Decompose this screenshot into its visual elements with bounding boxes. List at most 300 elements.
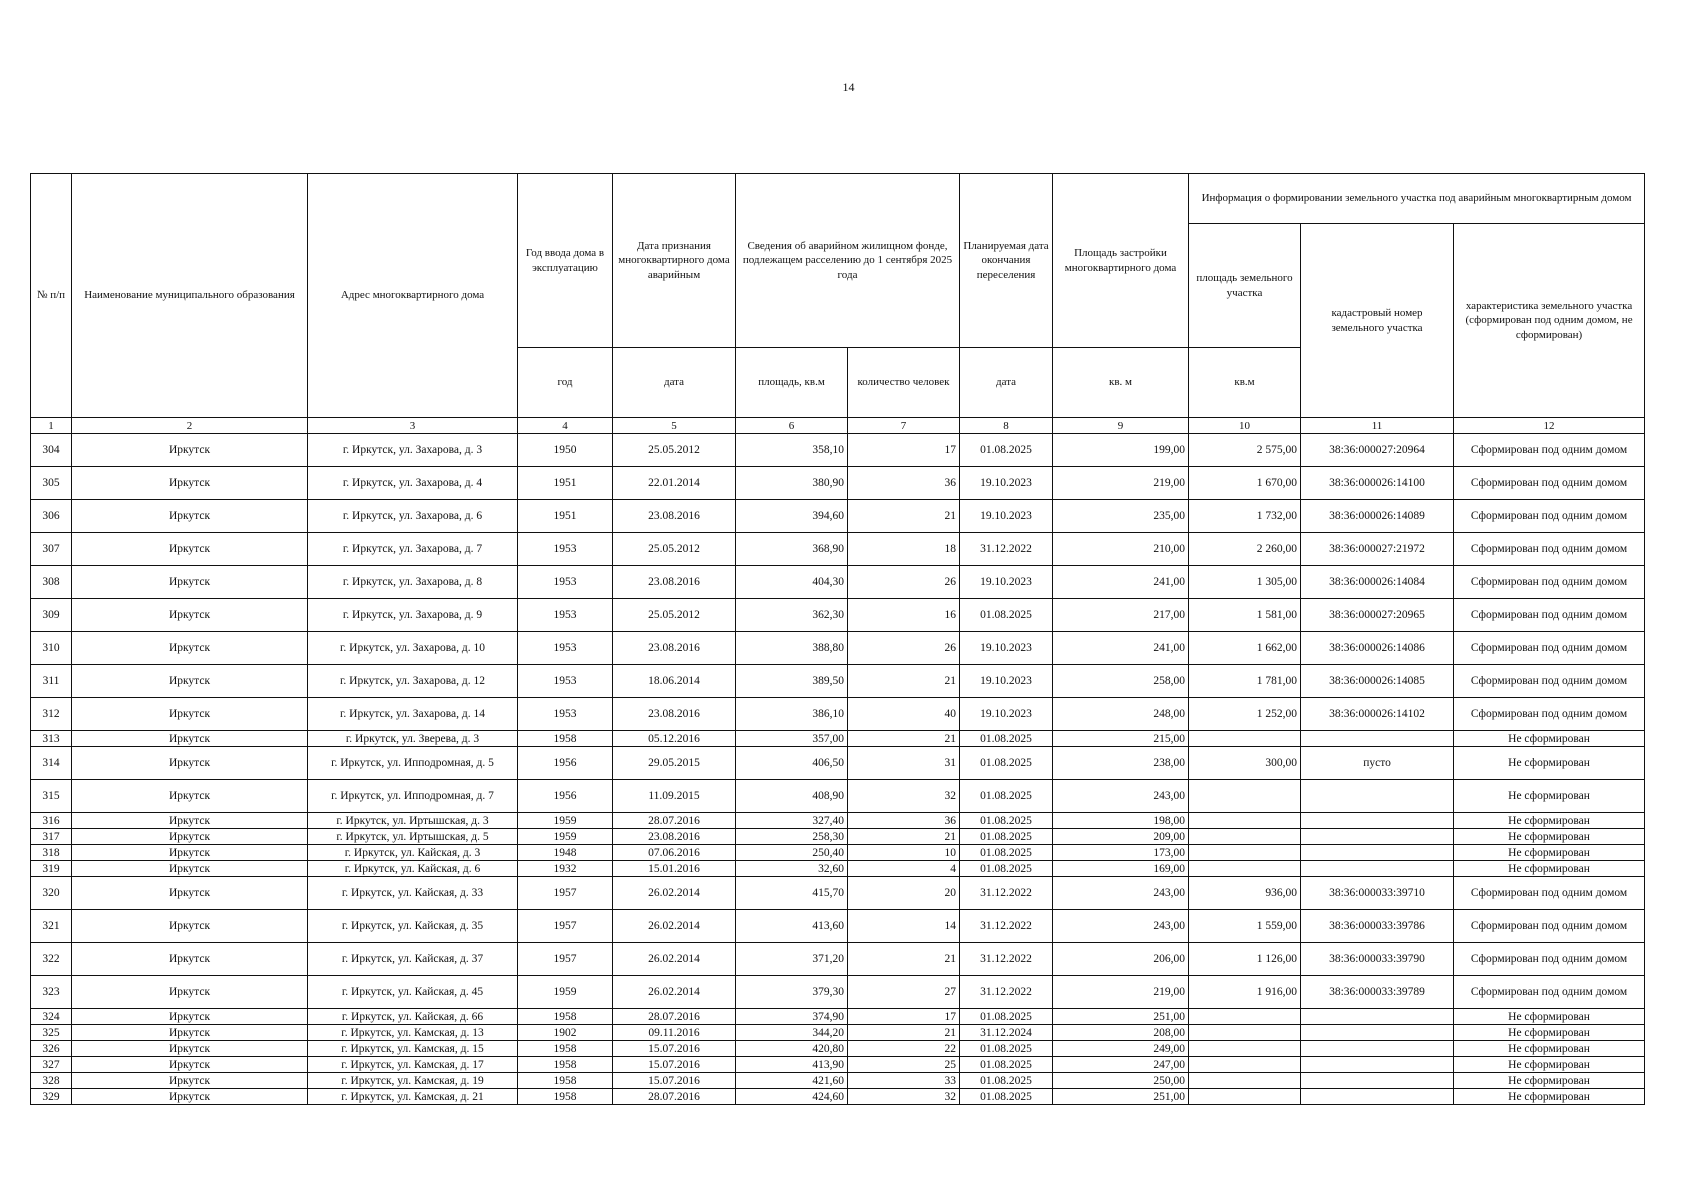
land-area-cell (1189, 780, 1301, 813)
land-characteristic-cell: Сформирован под одним домом (1454, 877, 1645, 910)
recognition-date-cell: 23.08.2016 (613, 698, 736, 731)
land-area-cell (1189, 1025, 1301, 1041)
land-characteristic-cell: Не сформирован (1454, 1073, 1645, 1089)
land-characteristic-cell: Сформирован под одним домом (1454, 665, 1645, 698)
table-row (31, 845, 1645, 861)
row-number: 308 (31, 566, 72, 599)
row-number: 317 (31, 829, 72, 845)
row-number: 316 (31, 813, 72, 829)
year-built-cell: 1950 (518, 434, 613, 467)
municipality-cell: Иркутск (72, 1073, 308, 1089)
area-cell: 368,90 (736, 533, 848, 566)
year-built-cell: 1951 (518, 467, 613, 500)
header-municipality: Наименование муниципального образования (72, 174, 308, 418)
unit-sqm2: кв.м (1189, 348, 1301, 418)
land-characteristic-cell: Сформирован под одним домом (1454, 500, 1645, 533)
recognition-date-cell: 23.08.2016 (613, 829, 736, 845)
land-area-cell: 2 575,00 (1189, 434, 1301, 467)
year-built-cell: 1959 (518, 829, 613, 845)
year-built-cell: 1953 (518, 698, 613, 731)
land-characteristic-cell: Не сформирован (1454, 731, 1645, 747)
cadastral-number-cell (1301, 1073, 1454, 1089)
land-characteristic-cell: Не сформирован (1454, 1089, 1645, 1105)
column-number: 9 (1053, 418, 1189, 434)
header-land-char: характеристика земельного участка (сформирован под одним домом, не сформирован) (1454, 224, 1645, 418)
municipality-cell: Иркутск (72, 731, 308, 747)
year-built-cell: 1953 (518, 566, 613, 599)
header-num: № п/п (31, 174, 72, 418)
table-row (31, 632, 1645, 665)
land-characteristic-cell: Сформирован под одним домом (1454, 434, 1645, 467)
land-area-cell: 936,00 (1189, 877, 1301, 910)
column-number: 6 (736, 418, 848, 434)
recognition-date-cell: 26.02.2014 (613, 976, 736, 1009)
land-area-cell (1189, 845, 1301, 861)
table-row (31, 731, 1645, 747)
row-number: 314 (31, 747, 72, 780)
people-count-cell: 25 (848, 1057, 960, 1073)
year-built-cell: 1948 (518, 845, 613, 861)
table-row (31, 780, 1645, 813)
land-characteristic-cell: Сформирован под одним домом (1454, 698, 1645, 731)
land-characteristic-cell: Не сформирован (1454, 1025, 1645, 1041)
people-count-cell: 10 (848, 845, 960, 861)
planned-date-cell: 01.08.2025 (960, 434, 1053, 467)
planned-date-cell: 01.08.2025 (960, 813, 1053, 829)
planned-date-cell: 01.08.2025 (960, 747, 1053, 780)
municipality-cell: Иркутск (72, 632, 308, 665)
planned-date-cell: 31.12.2022 (960, 976, 1053, 1009)
building-area-cell: 206,00 (1053, 943, 1189, 976)
address-cell: г. Иркутск, ул. Ипподромная, д. 7 (308, 780, 518, 813)
building-area-cell: 249,00 (1053, 1041, 1189, 1057)
building-area-cell: 209,00 (1053, 829, 1189, 845)
land-area-cell: 1 305,00 (1189, 566, 1301, 599)
people-count-cell: 21 (848, 731, 960, 747)
planned-date-cell: 01.08.2025 (960, 1073, 1053, 1089)
table-row (31, 829, 1645, 845)
cadastral-number-cell: 38:36:000033:39710 (1301, 877, 1454, 910)
building-area-cell: 173,00 (1053, 845, 1189, 861)
recognition-date-cell: 15.07.2016 (613, 1041, 736, 1057)
cadastral-number-cell: 38:36:000033:39786 (1301, 910, 1454, 943)
land-characteristic-cell: Не сформирован (1454, 845, 1645, 861)
column-number: 12 (1454, 418, 1645, 434)
area-cell: 421,60 (736, 1073, 848, 1089)
year-built-cell: 1959 (518, 813, 613, 829)
cadastral-number-cell: 38:36:000027:21972 (1301, 533, 1454, 566)
area-cell: 327,40 (736, 813, 848, 829)
address-cell: г. Иркутск, ул. Камская, д. 17 (308, 1057, 518, 1073)
row-number: 319 (31, 861, 72, 877)
municipality-cell: Иркутск (72, 500, 308, 533)
cadastral-number-cell: 38:36:000027:20964 (1301, 434, 1454, 467)
planned-date-cell: 19.10.2023 (960, 665, 1053, 698)
year-built-cell: 1953 (518, 665, 613, 698)
cadastral-number-cell (1301, 1041, 1454, 1057)
header-emergency-info: Сведения об аварийном жилищном фонде, подлежащем расселению до 1 сентября 2025 года (736, 174, 960, 348)
row-number: 318 (31, 845, 72, 861)
recognition-date-cell: 28.07.2016 (613, 1009, 736, 1025)
building-area-cell: 198,00 (1053, 813, 1189, 829)
area-cell: 250,40 (736, 845, 848, 861)
address-cell: г. Иркутск, ул. Захарова, д. 8 (308, 566, 518, 599)
address-cell: г. Иркутск, ул. Кайская, д. 45 (308, 976, 518, 1009)
year-built-cell: 1902 (518, 1025, 613, 1041)
area-cell: 380,90 (736, 467, 848, 500)
people-count-cell: 40 (848, 698, 960, 731)
area-cell: 32,60 (736, 861, 848, 877)
building-area-cell: 241,00 (1053, 632, 1189, 665)
people-count-cell: 21 (848, 665, 960, 698)
address-cell: г. Иркутск, ул. Захарова, д. 6 (308, 500, 518, 533)
recognition-date-cell: 26.02.2014 (613, 943, 736, 976)
recognition-date-cell: 26.02.2014 (613, 910, 736, 943)
land-characteristic-cell: Сформирован под одним домом (1454, 632, 1645, 665)
land-area-cell (1189, 829, 1301, 845)
header-address: Адрес многоквартирного дома (308, 174, 518, 418)
cadastral-number-cell (1301, 845, 1454, 861)
area-cell: 413,60 (736, 910, 848, 943)
building-area-cell: 243,00 (1053, 877, 1189, 910)
table-row (31, 533, 1645, 566)
people-count-cell: 21 (848, 943, 960, 976)
row-number: 305 (31, 467, 72, 500)
address-cell: г. Иркутск, ул. Захарова, д. 10 (308, 632, 518, 665)
table-row (31, 1073, 1645, 1089)
recognition-date-cell: 23.08.2016 (613, 632, 736, 665)
column-number: 7 (848, 418, 960, 434)
row-number: 322 (31, 943, 72, 976)
land-area-cell (1189, 1009, 1301, 1025)
row-number: 328 (31, 1073, 72, 1089)
building-area-cell: 251,00 (1053, 1009, 1189, 1025)
area-cell: 404,30 (736, 566, 848, 599)
table-row (31, 861, 1645, 877)
address-cell: г. Иркутск, ул. Камская, д. 21 (308, 1089, 518, 1105)
recognition-date-cell: 29.05.2015 (613, 747, 736, 780)
land-area-cell: 1 732,00 (1189, 500, 1301, 533)
page-number: 14 (842, 80, 855, 94)
area-cell: 258,30 (736, 829, 848, 845)
address-cell: г. Иркутск, ул. Ипподромная, д. 5 (308, 747, 518, 780)
recognition-date-cell: 09.11.2016 (613, 1025, 736, 1041)
people-count-cell: 17 (848, 434, 960, 467)
cadastral-number-cell (1301, 1089, 1454, 1105)
people-count-cell: 32 (848, 1089, 960, 1105)
people-count-cell: 26 (848, 566, 960, 599)
unit-area: площадь, кв.м (736, 348, 848, 418)
area-cell: 362,30 (736, 599, 848, 632)
column-number: 5 (613, 418, 736, 434)
land-characteristic-cell: Не сформирован (1454, 813, 1645, 829)
land-characteristic-cell: Не сформирован (1454, 1041, 1645, 1057)
municipality-cell: Иркутск (72, 1057, 308, 1073)
emergency-housing-table (30, 173, 1645, 1105)
year-built-cell: 1957 (518, 910, 613, 943)
table-row (31, 877, 1645, 910)
table-body (31, 434, 1645, 1105)
building-area-cell: 219,00 (1053, 976, 1189, 1009)
cadastral-number-cell: 38:36:000027:20965 (1301, 599, 1454, 632)
land-characteristic-cell: Не сформирован (1454, 861, 1645, 877)
building-area-cell: 208,00 (1053, 1025, 1189, 1041)
cadastral-number-cell (1301, 731, 1454, 747)
land-characteristic-cell: Не сформирован (1454, 747, 1645, 780)
area-cell: 420,80 (736, 1041, 848, 1057)
cadastral-number-cell: 38:36:000026:14084 (1301, 566, 1454, 599)
area-cell: 394,60 (736, 500, 848, 533)
column-numbers-row (31, 418, 1645, 434)
land-characteristic-cell: Сформирован под одним домом (1454, 599, 1645, 632)
unit-year: год (518, 348, 613, 418)
row-number: 320 (31, 877, 72, 910)
planned-date-cell: 01.08.2025 (960, 599, 1053, 632)
area-cell: 406,50 (736, 747, 848, 780)
address-cell: г. Иркутск, ул. Кайская, д. 33 (308, 877, 518, 910)
recognition-date-cell: 25.05.2012 (613, 434, 736, 467)
row-number: 306 (31, 500, 72, 533)
column-number: 4 (518, 418, 613, 434)
planned-date-cell: 31.12.2024 (960, 1025, 1053, 1041)
address-cell: г. Иркутск, ул. Камская, д. 15 (308, 1041, 518, 1057)
table-row (31, 1089, 1645, 1105)
land-area-cell (1189, 1041, 1301, 1057)
municipality-cell: Иркутск (72, 533, 308, 566)
table-row (31, 1009, 1645, 1025)
people-count-cell: 31 (848, 747, 960, 780)
address-cell: г. Иркутск, ул. Кайская, д. 37 (308, 943, 518, 976)
table-row (31, 813, 1645, 829)
planned-date-cell: 19.10.2023 (960, 698, 1053, 731)
area-cell: 379,30 (736, 976, 848, 1009)
row-number: 307 (31, 533, 72, 566)
land-area-cell: 1 662,00 (1189, 632, 1301, 665)
recognition-date-cell: 11.09.2015 (613, 780, 736, 813)
year-built-cell: 1953 (518, 533, 613, 566)
land-characteristic-cell: Не сформирован (1454, 1009, 1645, 1025)
cadastral-number-cell: 38:36:000033:39789 (1301, 976, 1454, 1009)
land-area-cell: 1 559,00 (1189, 910, 1301, 943)
people-count-cell: 32 (848, 780, 960, 813)
cadastral-number-cell (1301, 1057, 1454, 1073)
table-row (31, 943, 1645, 976)
address-cell: г. Иркутск, ул. Кайская, д. 35 (308, 910, 518, 943)
year-built-cell: 1953 (518, 632, 613, 665)
land-area-cell (1189, 731, 1301, 747)
header-recognition-date: Дата признания многоквартирного дома аварийным (613, 174, 736, 348)
land-area-cell: 1 781,00 (1189, 665, 1301, 698)
land-area-cell: 1 126,00 (1189, 943, 1301, 976)
address-cell: г. Иркутск, ул. Захарова, д. 14 (308, 698, 518, 731)
land-characteristic-cell: Не сформирован (1454, 1057, 1645, 1073)
people-count-cell: 33 (848, 1073, 960, 1089)
row-number: 326 (31, 1041, 72, 1057)
header-building-area: Площадь застройки многоквартирного дома (1053, 174, 1189, 348)
people-count-cell: 14 (848, 910, 960, 943)
recognition-date-cell: 05.12.2016 (613, 731, 736, 747)
cadastral-number-cell (1301, 780, 1454, 813)
land-area-cell (1189, 1073, 1301, 1089)
municipality-cell: Иркутск (72, 976, 308, 1009)
planned-date-cell: 31.12.2022 (960, 943, 1053, 976)
land-characteristic-cell: Не сформирован (1454, 829, 1645, 845)
header-land-area: площадь земельного участка (1189, 224, 1301, 348)
planned-date-cell: 01.08.2025 (960, 1041, 1053, 1057)
header-cadastral: кадастровый номер земельного участка (1301, 224, 1454, 418)
table-row (31, 747, 1645, 780)
row-number: 327 (31, 1057, 72, 1073)
building-area-cell: 199,00 (1053, 434, 1189, 467)
building-area-cell: 247,00 (1053, 1057, 1189, 1073)
area-cell: 374,90 (736, 1009, 848, 1025)
address-cell: г. Иркутск, ул. Кайская, д. 6 (308, 861, 518, 877)
recognition-date-cell: 15.01.2016 (613, 861, 736, 877)
building-area-cell: 238,00 (1053, 747, 1189, 780)
table-row (31, 910, 1645, 943)
people-count-cell: 21 (848, 829, 960, 845)
cadastral-number-cell (1301, 813, 1454, 829)
people-count-cell: 21 (848, 1025, 960, 1041)
row-number: 315 (31, 780, 72, 813)
address-cell: г. Иркутск, ул. Захарова, д. 12 (308, 665, 518, 698)
planned-date-cell: 19.10.2023 (960, 632, 1053, 665)
building-area-cell: 251,00 (1053, 1089, 1189, 1105)
municipality-cell: Иркутск (72, 434, 308, 467)
row-number: 310 (31, 632, 72, 665)
table-row (31, 434, 1645, 467)
building-area-cell: 248,00 (1053, 698, 1189, 731)
building-area-cell: 241,00 (1053, 566, 1189, 599)
municipality-cell: Иркутск (72, 566, 308, 599)
recognition-date-cell: 25.05.2012 (613, 599, 736, 632)
people-count-cell: 22 (848, 1041, 960, 1057)
cadastral-number-cell: 38:36:000026:14086 (1301, 632, 1454, 665)
people-count-cell: 20 (848, 877, 960, 910)
year-built-cell: 1958 (518, 731, 613, 747)
row-number: 329 (31, 1089, 72, 1105)
building-area-cell: 169,00 (1053, 861, 1189, 877)
recognition-date-cell: 18.06.2014 (613, 665, 736, 698)
building-area-cell: 210,00 (1053, 533, 1189, 566)
cadastral-number-cell (1301, 829, 1454, 845)
planned-date-cell: 31.12.2022 (960, 877, 1053, 910)
row-number: 325 (31, 1025, 72, 1041)
row-number: 311 (31, 665, 72, 698)
area-cell: 386,10 (736, 698, 848, 731)
address-cell: г. Иркутск, ул. Захарова, д. 4 (308, 467, 518, 500)
table-row (31, 976, 1645, 1009)
address-cell: г. Иркутск, ул. Камская, д. 19 (308, 1073, 518, 1089)
land-characteristic-cell: Сформирован под одним домом (1454, 943, 1645, 976)
recognition-date-cell: 23.08.2016 (613, 500, 736, 533)
unit-sqm: кв. м (1053, 348, 1189, 418)
land-area-cell: 1 581,00 (1189, 599, 1301, 632)
municipality-cell: Иркутск (72, 747, 308, 780)
year-built-cell: 1956 (518, 780, 613, 813)
municipality-cell: Иркутск (72, 845, 308, 861)
address-cell: г. Иркутск, ул. Захарова, д. 9 (308, 599, 518, 632)
recognition-date-cell: 15.07.2016 (613, 1073, 736, 1089)
municipality-cell: Иркутск (72, 665, 308, 698)
municipality-cell: Иркутск (72, 813, 308, 829)
building-area-cell: 258,00 (1053, 665, 1189, 698)
recognition-date-cell: 26.02.2014 (613, 877, 736, 910)
planned-date-cell: 01.08.2025 (960, 1057, 1053, 1073)
year-built-cell: 1958 (518, 1041, 613, 1057)
year-built-cell: 1932 (518, 861, 613, 877)
row-number: 313 (31, 731, 72, 747)
land-characteristic-cell: Сформирован под одним домом (1454, 533, 1645, 566)
area-cell: 358,10 (736, 434, 848, 467)
planned-date-cell: 01.08.2025 (960, 861, 1053, 877)
cadastral-number-cell (1301, 861, 1454, 877)
recognition-date-cell: 15.07.2016 (613, 1057, 736, 1073)
recognition-date-cell: 23.08.2016 (613, 566, 736, 599)
land-area-cell (1189, 1057, 1301, 1073)
year-built-cell: 1958 (518, 1009, 613, 1025)
area-cell: 388,80 (736, 632, 848, 665)
area-cell: 413,90 (736, 1057, 848, 1073)
people-count-cell: 36 (848, 467, 960, 500)
header-planned-date: Планируемая дата окончания переселения (960, 174, 1053, 348)
cadastral-number-cell: 38:36:000026:14102 (1301, 698, 1454, 731)
row-number: 321 (31, 910, 72, 943)
municipality-cell: Иркутск (72, 1041, 308, 1057)
land-characteristic-cell: Сформирован под одним домом (1454, 566, 1645, 599)
people-count-cell: 21 (848, 500, 960, 533)
municipality-cell: Иркутск (72, 780, 308, 813)
recognition-date-cell: 22.01.2014 (613, 467, 736, 500)
municipality-cell: Иркутск (72, 1089, 308, 1105)
planned-date-cell: 01.08.2025 (960, 1009, 1053, 1025)
address-cell: г. Иркутск, ул. Кайская, д. 3 (308, 845, 518, 861)
people-count-cell: 36 (848, 813, 960, 829)
table-row (31, 698, 1645, 731)
year-built-cell: 1951 (518, 500, 613, 533)
cadastral-number-cell: 38:36:000026:14100 (1301, 467, 1454, 500)
area-cell: 408,90 (736, 780, 848, 813)
recognition-date-cell: 25.05.2012 (613, 533, 736, 566)
year-built-cell: 1956 (518, 747, 613, 780)
land-area-cell: 1 252,00 (1189, 698, 1301, 731)
area-cell: 357,00 (736, 731, 848, 747)
header-land-info: Информация о формировании земельного участка под аварийным многоквартирным домом (1189, 174, 1645, 224)
header-year-built: Год ввода дома в эксплуатацию (518, 174, 613, 348)
address-cell: г. Иркутск, ул. Кайская, д. 66 (308, 1009, 518, 1025)
municipality-cell: Иркутск (72, 829, 308, 845)
land-area-cell (1189, 861, 1301, 877)
building-area-cell: 243,00 (1053, 910, 1189, 943)
column-number: 10 (1189, 418, 1301, 434)
cadastral-number-cell: пусто (1301, 747, 1454, 780)
area-cell: 424,60 (736, 1089, 848, 1105)
cadastral-number-cell (1301, 1025, 1454, 1041)
building-area-cell: 250,00 (1053, 1073, 1189, 1089)
building-area-cell: 243,00 (1053, 780, 1189, 813)
land-area-cell: 2 260,00 (1189, 533, 1301, 566)
address-cell: г. Иркутск, ул. Захарова, д. 3 (308, 434, 518, 467)
column-number: 8 (960, 418, 1053, 434)
people-count-cell: 17 (848, 1009, 960, 1025)
area-cell: 415,70 (736, 877, 848, 910)
column-number: 1 (31, 418, 72, 434)
municipality-cell: Иркутск (72, 943, 308, 976)
table-row (31, 1057, 1645, 1073)
land-characteristic-cell: Сформирован под одним домом (1454, 976, 1645, 1009)
table-row (31, 1041, 1645, 1057)
planned-date-cell: 01.08.2025 (960, 731, 1053, 747)
